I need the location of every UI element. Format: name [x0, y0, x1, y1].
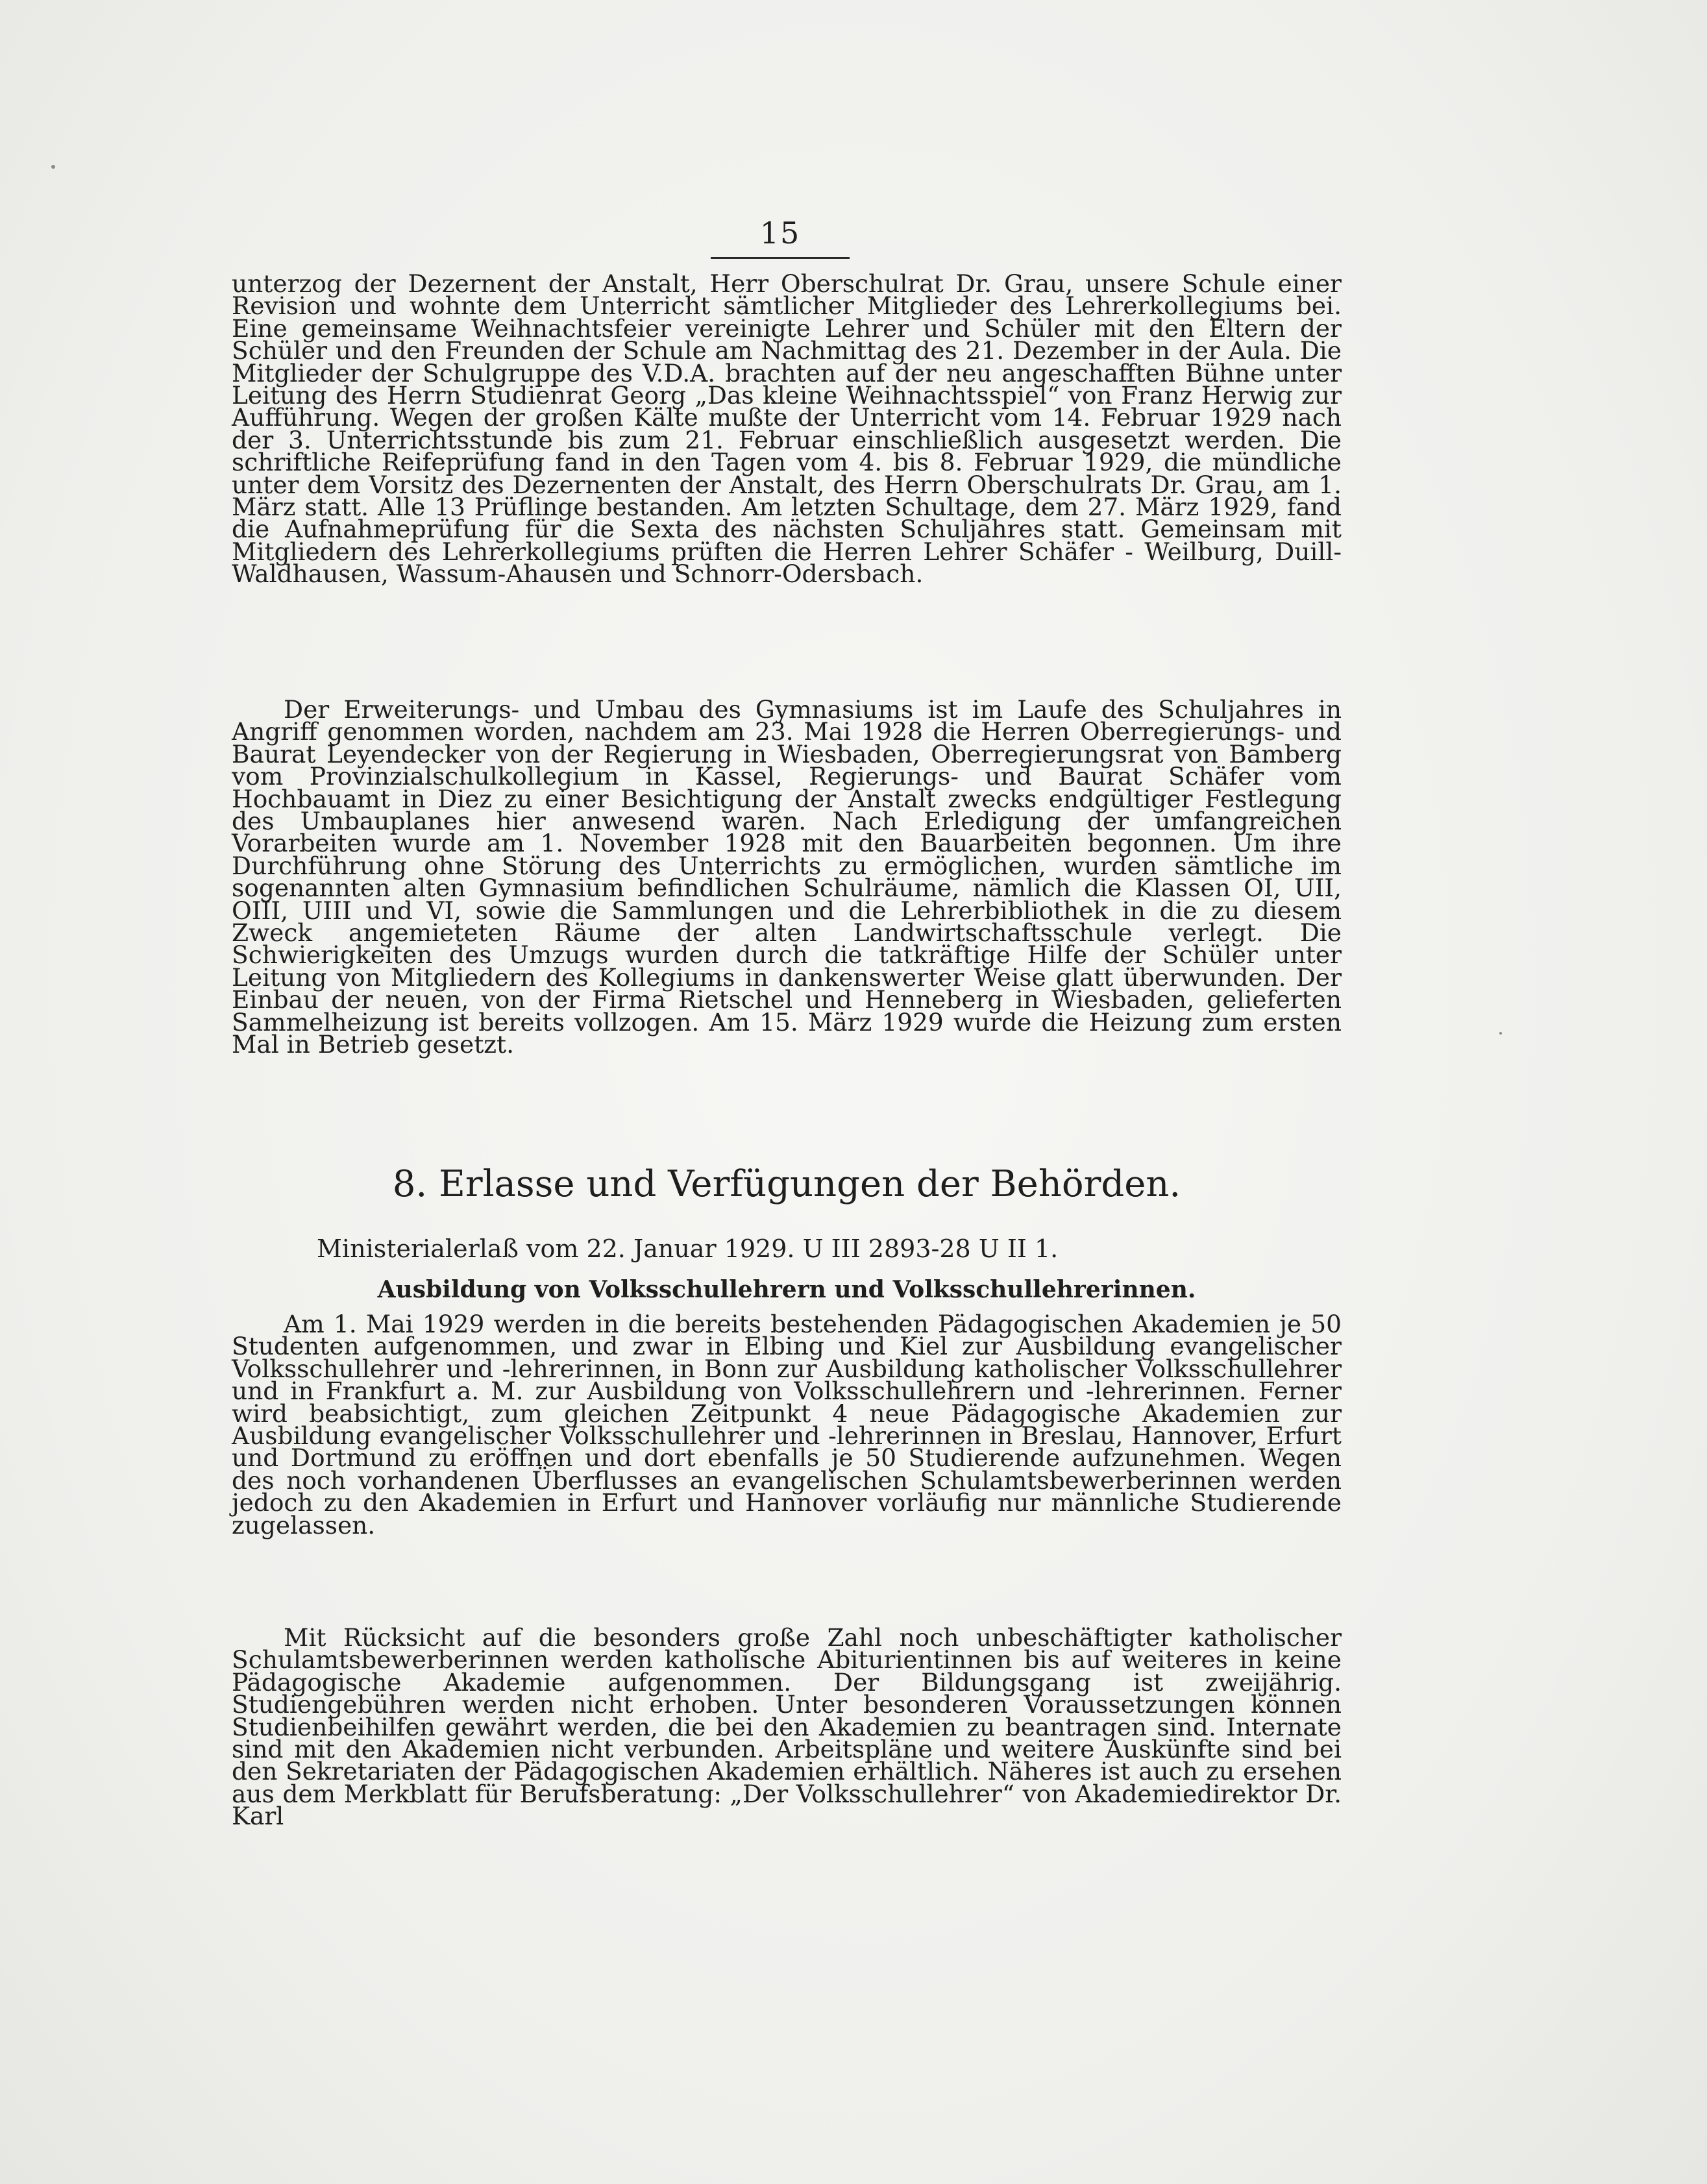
paragraph-academy-admissions: Am 1. Mai 1929 werden in die bereits bestehenden Pädagogischen Akademien je 50 Studenten aufgenommen, und zwar in Elbing und Kiel zur Ausbildung evangelischer Volksschullehrer und -lehrerinnen, in Bonn zur Ausbildung katholischer Volksschullehrer und in Frankfurt a. M. zur Ausbildung von Volksschullehrern und -lehrerinnen. Ferner wird beabsichtigt, zum gleichen Zeitpunkt 4 neue Pädagogische Akademien zur Ausbildung evangelischer Volksschullehrer und -lehrerinnen in Breslau, Hannover, Erfurt und Dortmund zu eröffnen und dort ebenfalls je 50 Studierende aufzunehmen. Wegen des noch vorhandenen Überflusses an evangelischen Schulamtsbewerberinnen werden jedoch zu den Akademien in Erfurt und Hannover vorläufig nur männliche Studierende zugelassen. — [232, 1310, 1342, 1540]
page-number: 15 — [711, 215, 850, 259]
paper-speck — [1499, 1032, 1502, 1035]
paper-speck — [51, 165, 55, 169]
decree-subheading: Ausbildung von Volksschullehrern und Volksschullehrerinnen. — [377, 1276, 1196, 1303]
paragraph-building-renovation: Der Erweiterungs- und Umbau des Gymnasiums ist im Laufe des Schuljahres in Angriff genommen worden, nachdem am 23. Mai 1928 die Herren Oberregierungs- und Baurat Leyendecker von der Regierung in Wiesbaden, Oberregierungsrat von Bamberg vom Provinzialschulkollegium in Kassel, Regierungs- und Baurat Schäfer vom Hochbauamt in Diez zu einer Besichtigung der Anstalt zwecks endgültiger Festlegung des Umbauplanes hier anwesend waren. Nach Erledigung der umfangreichen Vorarbeiten wurde am 1. November 1928 mit den Bauarbeiten begonnen. Um ihre Durchführung ohne Störung des Unterrichts zu ermöglichen, wurden sämtliche im sogenannten alten Gymnasium befindlichen Schulräume, nämlich die Klassen OI, UII, OIII, UIII und VI, sowie die Sammlungen und die Lehrerbibliothek in die zu diesem Zweck angemieteten Räume der alten Landwirtschaftsschule verlegt. Die Schwierigkeiten des Umzugs wurden durch die tatkräftige Hilfe der Schüler unter Leitung von Mitgliedern des Kollegiums in dankenswerter Weise glatt überwunden. Der Einbau der neuen, von der Firma Rietschel und Henneberg in Wiesbaden, gelieferten Sammelheizung ist bereits vollzogen. Am 15. März 1929 wurde die Heizung zum ersten Mal in Betrieb gesetzt. — [232, 695, 1342, 1059]
section-heading: 8. Erlasse und Verfügungen der Behörden. — [392, 1163, 1181, 1205]
decree-reference: Ministerialerlaß vom 22. Januar 1929. U III 2893-28 U II 1. — [317, 1234, 1059, 1263]
paragraph-inspection-and-events: unterzog der Dezernent der Anstalt, Herr Oberschulrat Dr. Grau, unsere Schule einer Revision und wohnte dem Unterricht sämtlicher Mitglieder des Lehrerkollegiums bei. Eine gemeinsame Weihnachtsfeier vereinigte Lehrer und Schüler mit den Eltern der Schüler und den Freunden der Schule am Nachmittag des 21. Dezember in der Aula. Die Mitglieder der Schulgruppe des V.D.A. brachten auf der neu angeschafften Bühne unter Leitung des Herrn Studienrat Georg „Das kleine Weihnachtsspiel“ von Franz Herwig zur Aufführung. Wegen der großen Kälte mußte der Unterricht vom 14. Februar 1929 nach der 3. Unterrichtsstunde bis zum 21. Februar einschließlich ausgesetzt werden. Die schriftliche Reifeprüfung fand in den Tagen vom 4. bis 8. Februar 1929, die mündliche unter dem Vorsitz des Dezernenten der Anstalt, des Herrn Oberschulrats Dr. Grau, am 1. März statt. Alle 13 Prüflinge bestanden. Am letzten Schultage, dem 27. März 1929, fand die Aufnahmeprüfung für die Sexta des nächsten Schuljahres statt. Gemeinsam mit Mitgliedern des Lehrerkollegiums prüften die Herren Lehrer Schäfer - Weilburg, Duill-Waldhausen, Wassum-Ahausen und Schnorr-Odersbach. — [232, 269, 1342, 589]
paragraph-catholic-applicants: Mit Rücksicht auf die besonders große Zahl noch unbeschäftigter katholischer Schulamtsbewerberinnen werden katholische Abiturientinnen bis auf weiteres in keine Pädagogische Akademie aufgenommen. Der Bildungsgang ist zweijährig. Studiengebühren werden nicht erhoben. Unter besonderen Voraussetzungen können Studienbeihilfen gewährt werden, die bei den Akademien zu beantragen sind. Internate sind mit den Akademien nicht verbunden. Arbeitspläne und weitere Auskünfte sind bei den Sekretariaten der Pädagogischen Akademien erhältlich. Näheres ist auch zu ersehen aus dem Merkblatt für Berufsberatung: „Der Volksschullehrer“ von Akademiedirektor Dr. Karl — [232, 1623, 1342, 1831]
